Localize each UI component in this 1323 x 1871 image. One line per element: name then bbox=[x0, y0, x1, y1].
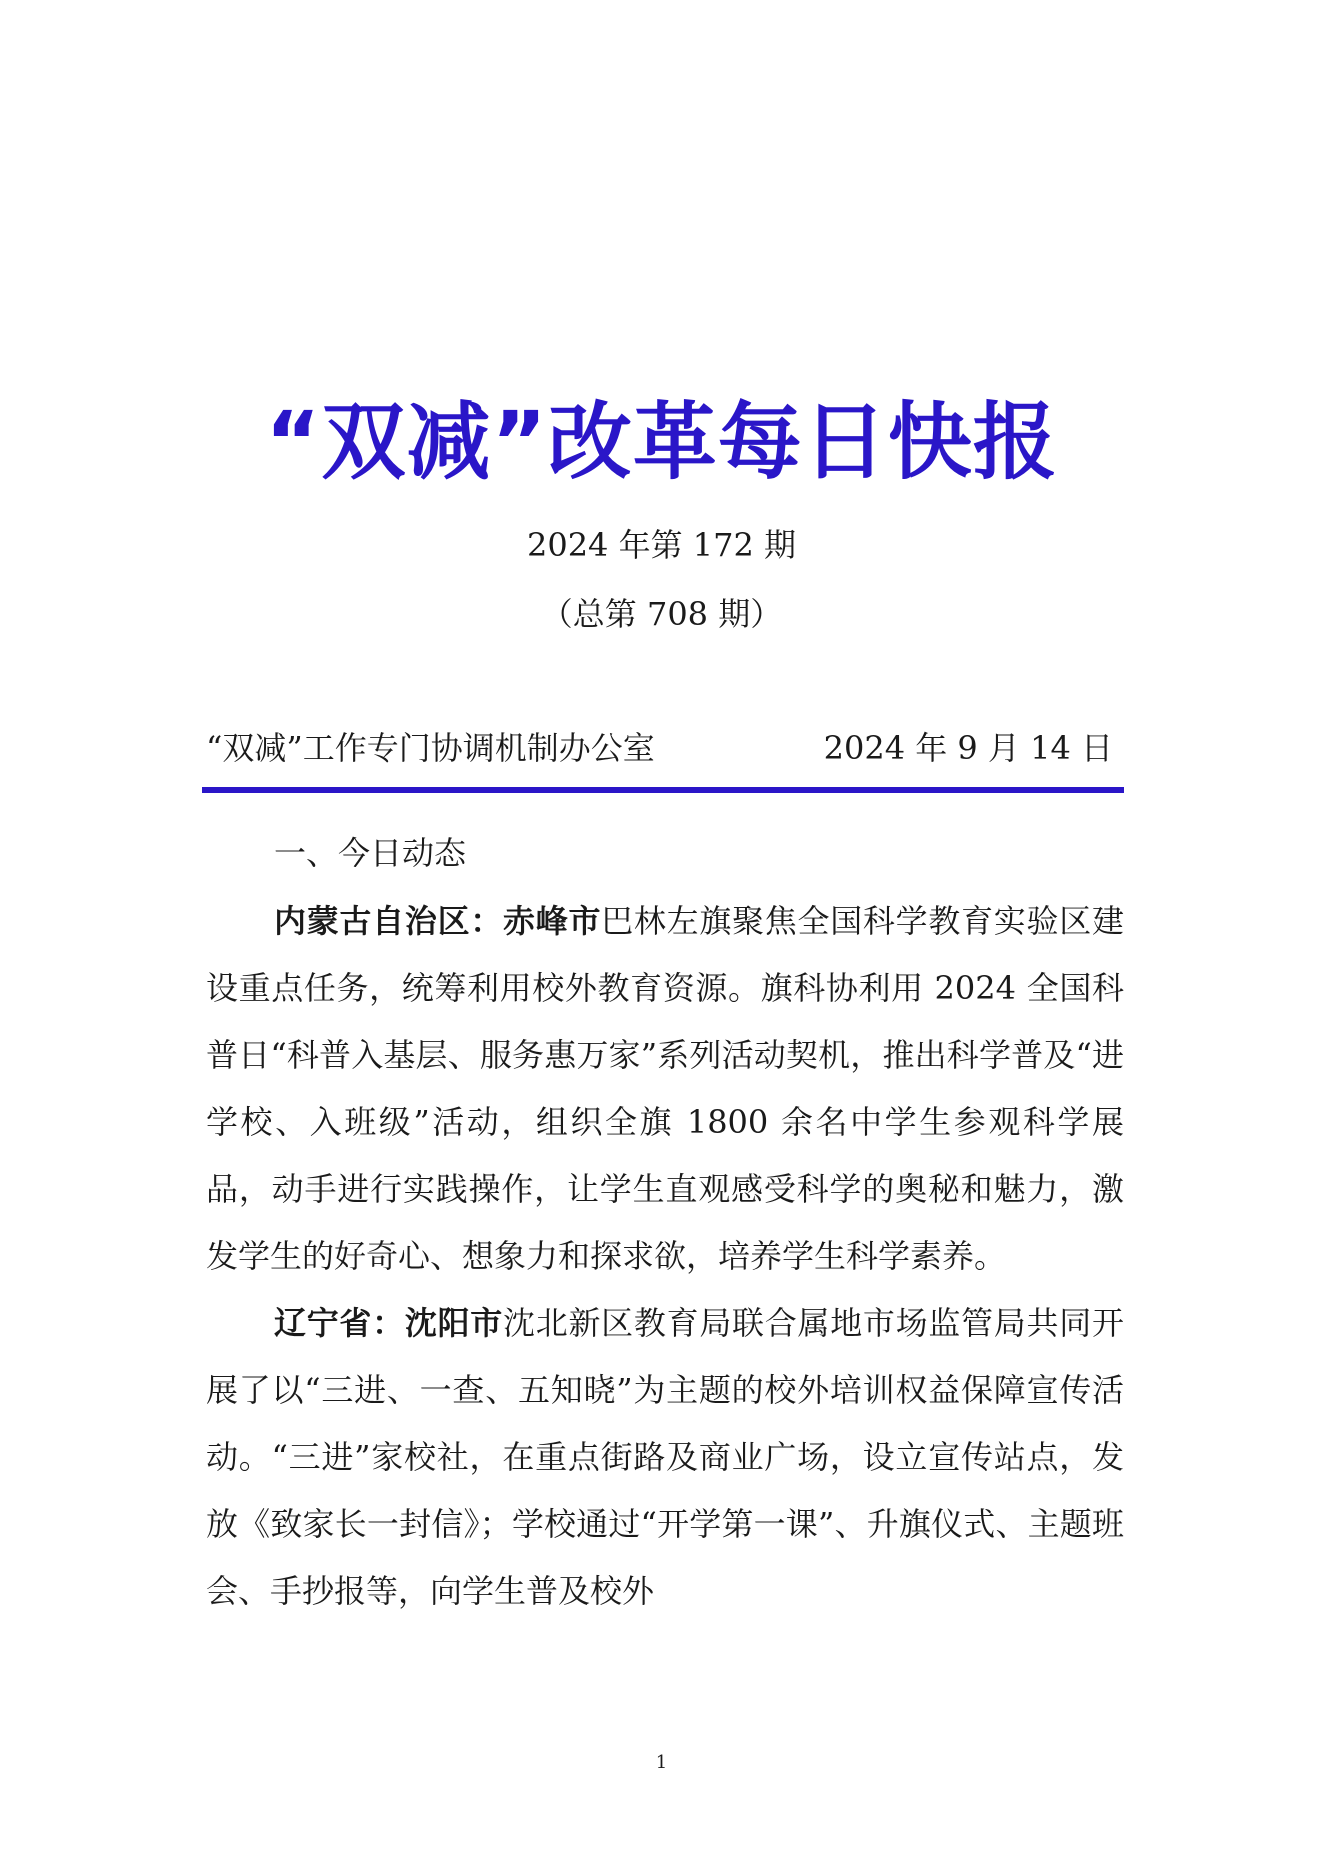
news-paragraph-inner-mongolia bbox=[206, 888, 1124, 1290]
region-label: 辽宁省： bbox=[274, 1304, 405, 1342]
paragraph-text: 巴林左旗聚焦全国科学教育实验区建设重点任务，统筹利用校外教育资源。旗科协利用 2024 全国科普日“科普入基层、服务惠万家”系列活动契机，推出科学普及“进学校、入班级”活动，组织全旗 1800 余名中学生参观科学展品，动手进行实践操作，让学生直观感受科学的奥秘和魅力，激发学生的好奇心、想象力和探求欲，培养学生科学素养。 bbox=[206, 902, 1124, 1275]
section-heading: 一、今日动态 bbox=[274, 834, 467, 872]
issue-number: 2024 年第 172 期 bbox=[526, 526, 797, 564]
document-body bbox=[206, 818, 1124, 1625]
document-title: “双减”改革每日快报 bbox=[265, 393, 1058, 491]
paragraph-text: 沈北新区教育局联合属地市场监管局共同开展了以“三进、一查、五知晓”为主题的校外培训权益保障宣传活动。“三进”家校社，在重点街路及商业广场，设立宣传站点，发放《致家长一封信》；学校通过“开学第一课”、升旗仪式、主题班会、手抄报等，向学生普及校外 bbox=[206, 1304, 1124, 1610]
region-label: 内蒙古自治区： bbox=[274, 902, 504, 940]
issuing-office: “双减”工作专门协调机制办公室 bbox=[206, 729, 655, 767]
total-issue-number: （总第 708 期） bbox=[540, 595, 783, 633]
page-number: 1 bbox=[655, 1752, 668, 1773]
issue-date: 2024 年 9 月 14 日 bbox=[823, 729, 1113, 767]
news-paragraph-liaoning bbox=[206, 1290, 1124, 1625]
city-label: 赤峰市 bbox=[503, 902, 602, 940]
city-label: 沈阳市 bbox=[404, 1304, 504, 1342]
header-divider bbox=[202, 787, 1124, 793]
